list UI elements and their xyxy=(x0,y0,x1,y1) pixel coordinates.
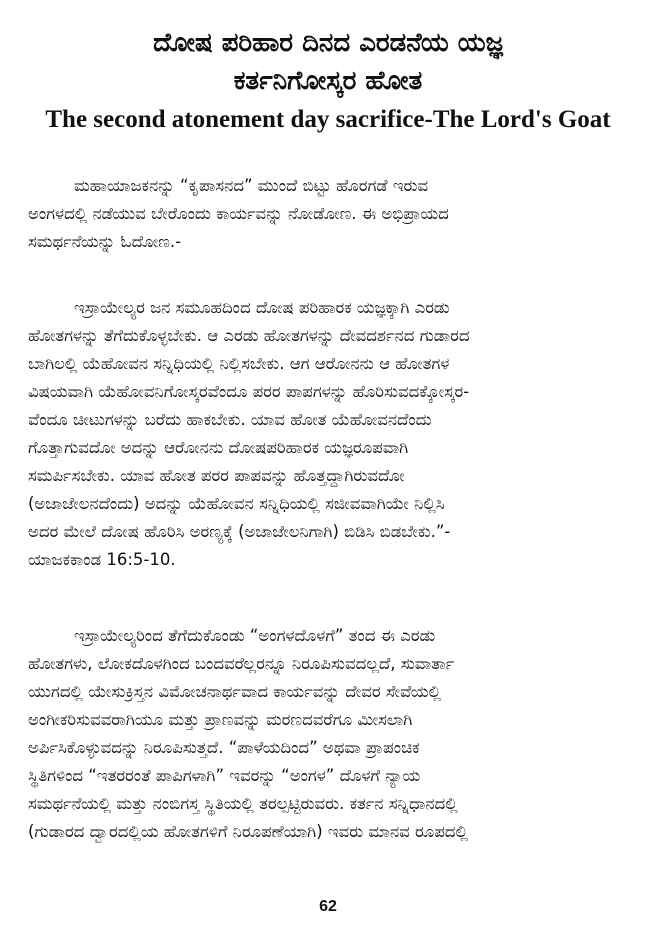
text-line: ಗೊತ್ತಾಗುವದೋ ಅದನ್ನು ಆರೋನನು ದೋಷಪರಿಹಾರಕ ಯಜ್ಞರೂಪವಾಗಿ xyxy=(28,438,409,457)
text-line: ಅಂಗೀಕರಿಸುವವರಾಗಿಯೂ ಮತ್ತು ಪ್ರಾಣವನ್ನು ಮರಣದವರೆಗೂ ಮೀಸಲಾಗಿ xyxy=(28,710,413,729)
paragraph-3 xyxy=(28,622,626,846)
kannada-title-line-1: ದೋಷ ಪರಿಹಾರ ದಿನದ ಎರಡನೆಯ ಯಜ್ಞ xyxy=(153,28,503,58)
text-line: ವಿಷಯವಾಗಿ ಯೆಹೋವನಿಗೋಸ್ಕರವೆಂದೂ ಪರರ ಪಾಪಗಳನ್ನು ಹೊರಿಸುವದಕ್ಕೋಸ್ಕರ- xyxy=(28,382,470,401)
text-line: ಸಮರ್ಪಿಸಬೇಕು. ಯಾವ ಹೋತ ಪರರ ಪಾಪವನ್ನು ಹೊತ್ತದ್ದಾಗಿರುವದೋ xyxy=(28,466,405,485)
paragraph-2 xyxy=(28,294,626,574)
kannada-title-line-2: ಕರ್ತನಿಗೋಸ್ಕರ ಹೋತ xyxy=(233,66,423,96)
text-line: ಯುಗದಲ್ಲಿ ಯೇಸುಕ್ರಿಸ್ತನ ವಿಮೋಚನಾರ್ಥವಾದ ಕಾರ್ಯವನ್ನು ದೇವರ ಸೇವೆಯಲ್ಲಿ xyxy=(28,682,441,701)
page-number: 62 xyxy=(319,898,337,915)
text-line: ಬಾಗಿಲಲ್ಲಿ ಯೆಹೋವನ ಸನ್ನಿಧಿಯಲ್ಲಿ ನಿಲ್ಲಿಸಬೇಕು. ಆಗ ಆರೋನನು ಆ ಹೋತಗಳ xyxy=(28,354,450,373)
text-line: ಸಮರ್ಥನೆಯಲ್ಲಿ ಮತ್ತು ನಂಬಿಗಸ್ತ ಸ್ಥಿತಿಯಲ್ಲಿ ತರಲ್ಪಟ್ಟಿರುವರು. ಕರ್ತನ ಸನ್ನಿಧಾನದಲ್ಲಿ xyxy=(28,794,458,813)
text-line: (ಗುಡಾರದ ದ್ವಾರದಲ್ಲಿಯ ಹೋತಗಳಿಗೆ ನಿರೂಪಣೆಯಾಗಿ) ಇವರು ಮಾನವ ರೂಪದಲ್ಲಿ xyxy=(28,822,468,841)
text-line: ಹೋತಗಳು, ಲೋಕದೊಳಗಿಂದ ಬಂದವರೆಲ್ಲರನ್ನೂ ನಿರೂಪಿಸುವದಲ್ಲದೆ, ಸುವಾರ್ತಾ xyxy=(28,654,455,673)
text-line: ಮಹಾಯಾಜಕನನ್ನು “ಕೃಪಾಸನದ” ಮುಂದೆ ಬಿಟ್ಟು ಹೊರಗಡೆ ಇರುವ xyxy=(74,176,429,195)
text-line: ವೆಂದೂ ಚೀಟುಗಳನ್ನು ಬರೆದು ಹಾಕಬೇಕು. ಯಾವ ಹೋತ ಯೆಹೋವನದೆಂದು xyxy=(28,410,432,429)
scripture-reference: ಯಾಜಕಕಾಂಡ 16:5-10. xyxy=(28,550,176,569)
text-line: ಇಸ್ರಾಯೇಲ್ಯರಿಂದ ತೆಗೆದುಕೊಂಡು “ಅಂಗಳದೊಳಗೆ” ತಂದ ಈ ಎರಡು xyxy=(74,626,436,645)
text-line: ಹೋತಗಳನ್ನು ತೆಗೆದುಕೊಳ್ಳಬೇಕು. ಆ ಎರಡು ಹೋತಗಳನ್ನು ದೇವದರ್ಶನದ ಗುಡಾರದ xyxy=(28,326,470,345)
text-line: ಸಮರ್ಥನೆಯನ್ನು ಓದೋಣ.- xyxy=(28,232,182,251)
text-line: ಸ್ಥಿತಿಗಳಿಂದ “ಇತರರಂತೆ ಪಾಪಿಗಳಾಗಿ” ಇವರನ್ನು “ಅಂಗಳ” ದೊಳಗೆ ನ್ಯಾಯ xyxy=(28,766,421,785)
text-line: ಅರ್ಪಿಸಿಕೊಳ್ಳುವದನ್ನು ನಿರೂಪಿಸುತ್ತದೆ. “ಪಾಳೆಯದಿಂದ” ಅಥವಾ ಪ್ರಾಪಂಚಿಕ xyxy=(28,738,420,757)
text-line: (ಅಜಾಜೇಲನದೆಂದು) ಅದನ್ನು ಯೆಹೋವನ ಸನ್ನಿಧಿಯಲ್ಲಿ ಸಜೀವವಾಗಿಯೇ ನಿಲ್ಲಿಸಿ xyxy=(28,494,445,513)
text-line: ಅಂಗಳದಲ್ಲಿ ನಡೆಯುವ ಬೇರೊಂದು ಕಾರ್ಯವನ್ನು ನೋಡೋಣ. ಈ ಅಭಿಪ್ರಾಯದ xyxy=(28,204,449,223)
text-line: ಅದರ ಮೇಲೆ ದೋಷ ಹೊರಿಸಿ ಅರಣ್ಯಕ್ಕೆ (ಅಜಾಜೇಲನಿಗಾಗಿ) ಬಿಡಿಸಿ ಬಿಡಬೇಕು.”- xyxy=(28,522,451,541)
text-line: ಇಸ್ರಾಯೇಲ್ಯರ ಜನ ಸಮೂಹದಿಂದ ದೋಷ ಪರಿಹಾರಕ ಯಜ್ಞಕ್ಕಾಗಿ ಎರಡು xyxy=(74,298,450,317)
paragraph-1 xyxy=(28,172,626,256)
english-title: The second atonement day sacrifice-The Lord's Goat xyxy=(45,106,611,133)
